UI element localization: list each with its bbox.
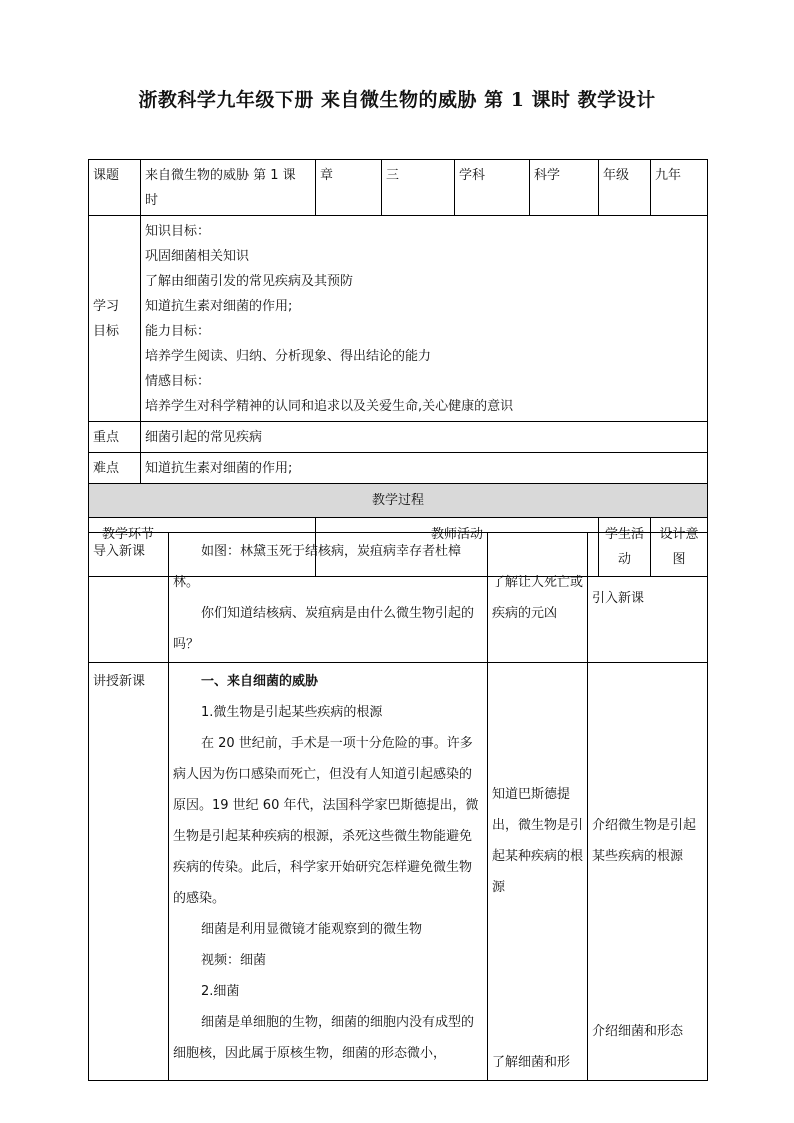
chapter-label: 章 bbox=[316, 160, 382, 216]
intro-teacher bbox=[169, 533, 488, 663]
lesson-plan-table bbox=[88, 159, 708, 577]
grade-label: 年级 bbox=[599, 160, 651, 216]
lecture-para2: 细菌是利用显微镜才能观察到的微生物 bbox=[201, 922, 423, 937]
lecture-heading: 一、来自细菌的威胁 bbox=[201, 674, 319, 689]
lecture-row bbox=[89, 663, 708, 1081]
stage-header-label: 教学环节 bbox=[101, 527, 154, 542]
lecture-sub1: 1.微生物是引起某些疾病的根源 bbox=[201, 705, 383, 720]
lecture-intent bbox=[588, 663, 708, 1081]
lecture-para4: 细菌是单细胞的生物，细菌的细胞内没有成型的细胞核，因此属于原核生物，细菌的形态微小， bbox=[173, 1015, 475, 1061]
intent-header: 设计意图 bbox=[651, 518, 708, 577]
intro-stage: 导入新课 bbox=[89, 533, 169, 663]
objectives-label-1: 学习 bbox=[93, 299, 120, 314]
grade-value: 九年 bbox=[651, 160, 708, 216]
objective-line: 培养学生对科学精神的认同和追求以及关爱生命,关心健康的意识 bbox=[145, 399, 514, 414]
key-point-value: 细菌引起的常见疾病 bbox=[141, 422, 708, 453]
topic-label: 课题 bbox=[89, 160, 141, 216]
topic-value bbox=[141, 160, 316, 216]
intro-teacher-p1: 如图：林黛玉死于结核病，炭疽病幸存者杜樟林。 bbox=[173, 544, 462, 590]
process-table bbox=[88, 532, 708, 1081]
lecture-sub2: 2.细菌 bbox=[201, 984, 240, 999]
intro-row bbox=[89, 533, 708, 663]
teacher-header: 教师活动 bbox=[316, 518, 599, 577]
lecture-intent-2: 介绍细菌和形态 bbox=[592, 1024, 684, 1039]
objective-line: 了解由细菌引发的常见疾病及其预防 bbox=[145, 274, 354, 289]
difficult-point-row bbox=[89, 453, 708, 484]
topic-value-line-2: 时 bbox=[145, 193, 159, 208]
process-title-row bbox=[89, 484, 708, 518]
objective-line: 知识目标： bbox=[145, 224, 211, 239]
lecture-intent-1: 介绍微生物是引起某些疾病的根源 bbox=[592, 818, 697, 864]
subject-value: 科学 bbox=[530, 160, 599, 216]
objective-line: 能力目标： bbox=[145, 324, 211, 339]
intro-teacher-p2: 你们知道结核病、炭疽病是由什么微生物引起的吗？ bbox=[173, 606, 475, 652]
lecture-stage: 讲授新课 bbox=[89, 663, 169, 1081]
intro-intent: 引入新课 bbox=[588, 533, 708, 663]
subject-label: 学科 bbox=[455, 160, 530, 216]
objective-line: 知道抗生素对细菌的作用; bbox=[145, 299, 293, 314]
intro-student: 了解让人死亡或疾病的元凶 bbox=[488, 533, 588, 663]
lecture-para3: 视频：细菌 bbox=[201, 953, 267, 968]
lecture-student-1: 知道巴斯德提出，微生物是引起某种疾病的根源 bbox=[492, 787, 584, 895]
objectives-content bbox=[141, 216, 708, 422]
student-header: 学生活动 bbox=[599, 518, 651, 577]
lecture-teacher bbox=[169, 663, 488, 1081]
lecture-student-2: 了解细菌和形 bbox=[492, 1055, 571, 1070]
header-row bbox=[89, 160, 708, 216]
lecture-para1: 在 20 世纪前，手术是一项十分危险的事。许多病人因为伤口感染而死亡，但没有人知道引起感染的原因。19 世纪 60 年代，法国科学家巴斯德提出，微生物是引起某种疾病的根源，杀死这些微生物能避免疾病的传染。此后，科学家开始研究怎样避免微生物的感染。 bbox=[173, 736, 479, 906]
document-title: 浙教科学九年级下册 来自微生物的威胁 第 1 课时 教学设计 bbox=[138, 89, 656, 111]
objective-line: 巩固细菌相关知识 bbox=[145, 249, 250, 264]
topic-value-line-1: 来自微生物的威胁 第 1 课 bbox=[145, 168, 296, 183]
difficult-point-label: 难点 bbox=[89, 453, 141, 484]
process-title: 教学过程 bbox=[89, 484, 708, 518]
key-point-label: 重点 bbox=[89, 422, 141, 453]
objective-line: 情感目标： bbox=[145, 374, 211, 389]
objectives-label-2: 目标 bbox=[93, 324, 120, 339]
objectives-row bbox=[89, 216, 708, 422]
lecture-student bbox=[488, 663, 588, 1081]
objectives-label bbox=[89, 216, 141, 422]
difficult-point-value: 知道抗生素对细菌的作用; bbox=[141, 453, 708, 484]
key-point-row bbox=[89, 422, 708, 453]
objective-line: 培养学生阅读、归纳、分析现象、得出结论的能力 bbox=[145, 349, 432, 364]
chapter-value: 三 bbox=[382, 160, 455, 216]
